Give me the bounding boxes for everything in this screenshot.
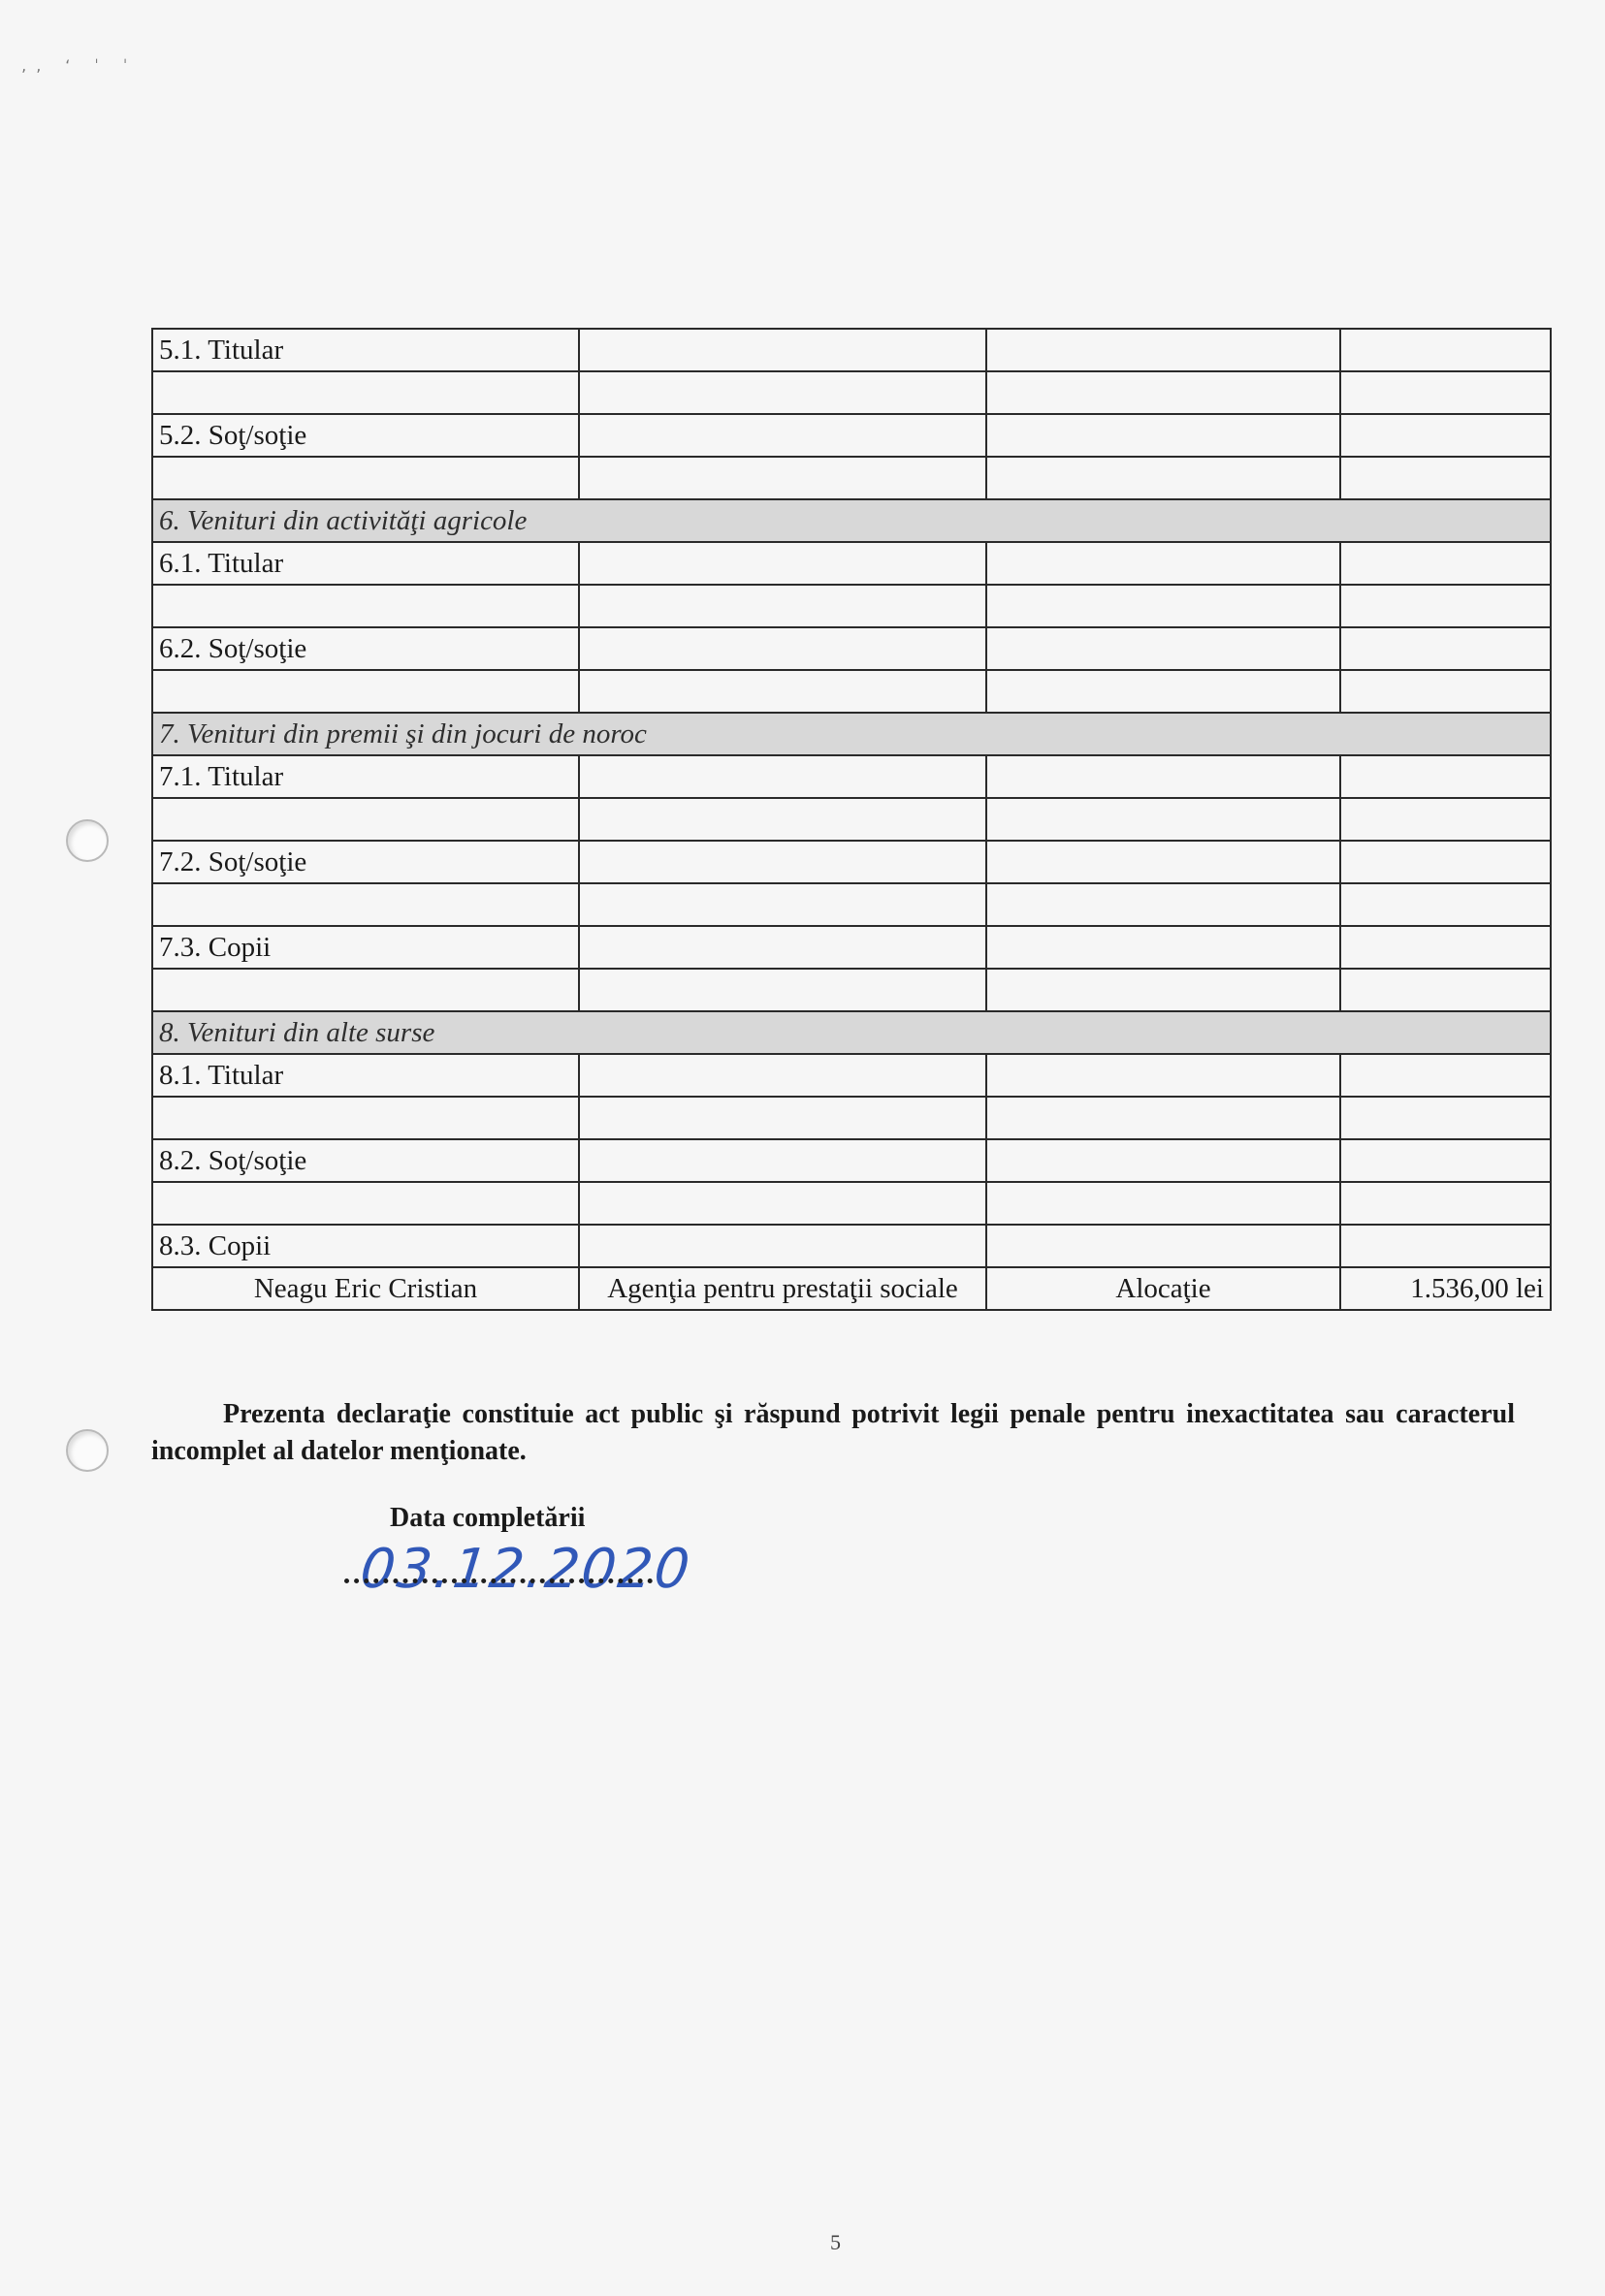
table-cell [986,542,1340,585]
table-cell [579,670,986,713]
table-cell: 5.1. Titular [152,329,579,371]
table-cell [986,1097,1340,1139]
table-cell [986,457,1340,499]
table-cell: 8.1. Titular [152,1054,579,1097]
table-cell [579,1054,986,1097]
table-cell: 1.536,00 lei [1340,1267,1551,1310]
table-cell [1340,1182,1551,1225]
table-cell [579,1097,986,1139]
page-number: 5 [830,2230,841,2254]
table-row [152,1097,1551,1139]
table-cell [986,414,1340,457]
table-cell [986,755,1340,798]
table-row [152,627,1551,670]
table-cell [1340,414,1551,457]
table-cell [152,1097,579,1139]
scan-mark: ‚‚ ‘ ˈ ˈ [21,56,138,75]
table-cell: Neagu Eric Cristian [152,1267,579,1310]
punch-hole-icon [66,819,109,862]
table-cell [986,969,1340,1011]
section-header-row [152,713,1551,755]
table-cell [986,841,1340,883]
table-cell [1340,627,1551,670]
table-cell [986,1139,1340,1182]
table-cell [579,585,986,627]
table-cell: 7.1. Titular [152,755,579,798]
table-cell [152,670,579,713]
table-cell [1340,883,1551,926]
table-cell [986,1182,1340,1225]
table-row [152,755,1551,798]
table-cell: 8.2. Soţ/soţie [152,1139,579,1182]
table-cell [152,585,579,627]
date-label: Data completării [390,1503,586,1533]
table-cell [986,1225,1340,1267]
table-cell [579,542,986,585]
table-cell: 7.3. Copii [152,926,579,969]
table-cell [986,926,1340,969]
table-cell [152,883,579,926]
table-cell [579,969,986,1011]
table-cell [1340,670,1551,713]
table-cell [152,1182,579,1225]
income-table-body [152,329,1551,1310]
table-row [152,542,1551,585]
table-cell [986,1054,1340,1097]
table-cell [986,329,1340,371]
section-header-row [152,1011,1551,1054]
table-cell: 5.2. Soţ/soţie [152,414,579,457]
table-cell: Agenţia pentru prestaţii sociale [579,1267,986,1310]
table-row [152,670,1551,713]
table-cell [579,1225,986,1267]
table-cell [1340,1097,1551,1139]
table-cell [579,926,986,969]
handwritten-date: 03.12.2020 [357,1538,695,1601]
table-cell [579,1182,986,1225]
table-cell [1340,329,1551,371]
table-row [152,883,1551,926]
table-cell [579,414,986,457]
table-cell [986,670,1340,713]
table-cell [1340,798,1551,841]
table-cell [1340,1139,1551,1182]
table-row [152,841,1551,883]
table-row [152,969,1551,1011]
section-title: 8. Venituri din alte surse [152,1011,1551,1054]
date-dotted-line [344,1578,653,1583]
table-row [152,371,1551,414]
table-cell [1340,969,1551,1011]
table-cell [1340,1054,1551,1097]
section-title: 7. Venituri din premii şi din jocuri de noroc [152,713,1551,755]
table-cell [1340,755,1551,798]
table-cell [1340,926,1551,969]
table-cell [152,969,579,1011]
table-row [152,1054,1551,1097]
section-title: 6. Venituri din activităţi agricole [152,499,1551,542]
table-cell [1340,371,1551,414]
table-cell [579,329,986,371]
declaration-text: Prezenta declaraţie constituie act public şi răspund potrivit legii penale pentru inexactitatea sau caracterul incomplet al datelor menţionate. [151,1399,1515,1466]
table-cell [986,627,1340,670]
table-cell [579,798,986,841]
table-row [152,798,1551,841]
table-cell [152,371,579,414]
table-cell: 6.2. Soţ/soţie [152,627,579,670]
table-cell [152,798,579,841]
table-cell: 7.2. Soţ/soţie [152,841,579,883]
table-cell [579,841,986,883]
table-cell: Alocaţie [986,1267,1340,1310]
table-cell [1340,585,1551,627]
table-cell [579,371,986,414]
table-cell [986,798,1340,841]
table-cell [986,585,1340,627]
table-cell: 6.1. Titular [152,542,579,585]
table-row [152,1139,1551,1182]
table-cell [1340,457,1551,499]
table-cell [986,883,1340,926]
table-row [152,1267,1551,1310]
table-cell [152,457,579,499]
table-cell [986,371,1340,414]
table-cell [579,883,986,926]
table-cell [579,457,986,499]
table-row [152,1225,1551,1267]
table-cell: 8.3. Copii [152,1225,579,1267]
table-row [152,414,1551,457]
table-cell [1340,841,1551,883]
table-row [152,457,1551,499]
table-cell [579,755,986,798]
table-cell [579,1139,986,1182]
table-row [152,1182,1551,1225]
income-table [151,328,1552,1311]
section-header-row [152,499,1551,542]
table-cell [579,627,986,670]
table-row [152,585,1551,627]
table-row [152,926,1551,969]
table-cell [1340,1225,1551,1267]
table-cell [1340,542,1551,585]
punch-hole-icon [66,1429,109,1472]
table-row [152,329,1551,371]
